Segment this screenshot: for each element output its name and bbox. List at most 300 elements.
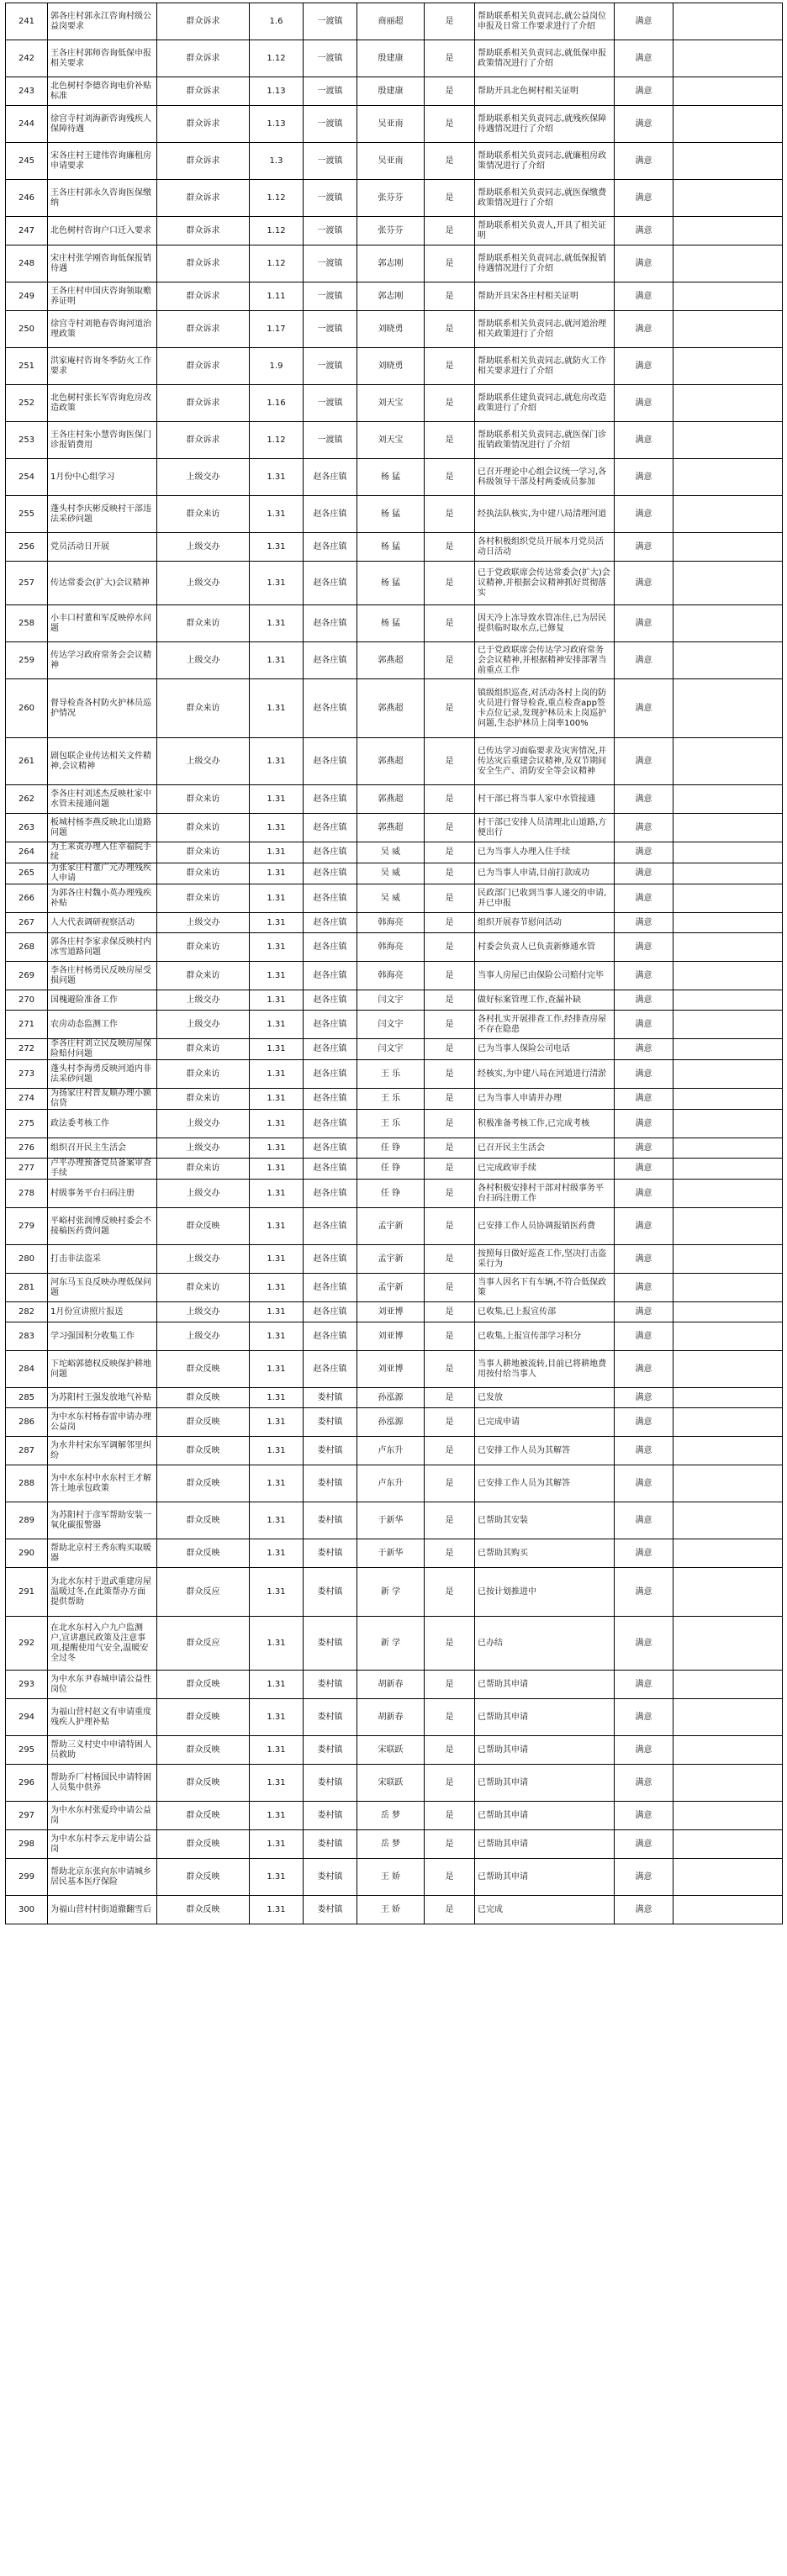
cell-unit: 赵各庄镇 bbox=[304, 1351, 357, 1388]
table-row bbox=[6, 642, 783, 679]
cell-date: 1.31 bbox=[250, 1437, 304, 1465]
cell-date: 1.31 bbox=[250, 1802, 304, 1830]
cell-date: 1.31 bbox=[250, 533, 304, 562]
cell-summary: 为王来责办理入住幸福院手续 bbox=[48, 842, 157, 863]
cell-unit: 赵各庄镇 bbox=[304, 605, 357, 642]
cell-number: 241 bbox=[6, 3, 48, 40]
cell-number: 287 bbox=[6, 1437, 48, 1465]
cell-date: 1.31 bbox=[250, 562, 304, 605]
cell-summary: 李各庄村刘立民反映房屋保险赔付问题 bbox=[48, 1039, 157, 1060]
cell-date: 1.31 bbox=[250, 814, 304, 842]
table-row bbox=[6, 842, 783, 863]
cell-completed: 是 bbox=[425, 1408, 475, 1437]
cell-evaluation: 满意 bbox=[615, 738, 673, 785]
cell-summary: 为中水东村张爱玲申请公益岗 bbox=[48, 1802, 157, 1830]
cell-completed: 是 bbox=[425, 106, 475, 143]
cell-evaluation: 满意 bbox=[615, 1208, 673, 1245]
cell-unit: 赵各庄镇 bbox=[304, 1180, 357, 1208]
cell-person: 闫文宇 bbox=[357, 1039, 425, 1060]
cell-completed: 是 bbox=[425, 1274, 475, 1302]
cell-date: 1.31 bbox=[250, 1859, 304, 1896]
cell-number: 285 bbox=[6, 1388, 48, 1408]
cell-source: 上级交办 bbox=[157, 459, 250, 496]
cell-unit: 一渡镇 bbox=[304, 3, 357, 40]
cell-date: 1.31 bbox=[250, 1736, 304, 1765]
cell-result: 帮助联系相关负责同志,就低保申报政策情况进行了介绍 bbox=[475, 40, 615, 77]
cell-person: 韩海亮 bbox=[357, 962, 425, 990]
cell-completed: 是 bbox=[425, 1138, 475, 1159]
table-row bbox=[6, 245, 783, 282]
cell-unit: 赵各庄镇 bbox=[304, 913, 357, 933]
cell-result: 帮助开具宋各庄村相关证明 bbox=[475, 282, 615, 311]
cell-result: 已完成 bbox=[475, 1896, 615, 1924]
table-row bbox=[6, 217, 783, 245]
cell-unit: 娄村镇 bbox=[304, 1617, 357, 1671]
cell-summary: 为张家庄村董广元办理残疾人申请 bbox=[48, 863, 157, 884]
cell-source: 群众来访 bbox=[157, 863, 250, 884]
cell-number: 261 bbox=[6, 738, 48, 785]
cell-summary: 打击非法盗采 bbox=[48, 1245, 157, 1274]
cell-remarks bbox=[673, 1089, 783, 1110]
cell-evaluation: 满意 bbox=[615, 1699, 673, 1736]
cell-number: 288 bbox=[6, 1465, 48, 1502]
cell-completed: 是 bbox=[425, 1802, 475, 1830]
cell-date: 1.17 bbox=[250, 311, 304, 348]
cell-source: 群众诉求 bbox=[157, 348, 250, 385]
cell-unit: 一渡镇 bbox=[304, 311, 357, 348]
cell-number: 289 bbox=[6, 1502, 48, 1539]
cell-unit: 赵各庄镇 bbox=[304, 842, 357, 863]
cell-result: 已于党政联席会传达常委会(扩大)会议精神,并根据会议精神抓好贯彻落实 bbox=[475, 562, 615, 605]
cell-unit: 娄村镇 bbox=[304, 1859, 357, 1896]
cell-unit: 娄村镇 bbox=[304, 1699, 357, 1736]
cell-unit: 娄村镇 bbox=[304, 1408, 357, 1437]
cell-person: 刘晓勇 bbox=[357, 348, 425, 385]
cell-summary: 王各庄村朱小慧咨询医保门诊报销费用 bbox=[48, 422, 157, 459]
cell-unit: 赵各庄镇 bbox=[304, 533, 357, 562]
cell-completed: 是 bbox=[425, 1568, 475, 1617]
cell-unit: 赵各庄镇 bbox=[304, 1039, 357, 1060]
cell-remarks bbox=[673, 990, 783, 1011]
cell-source: 群众来访 bbox=[157, 842, 250, 863]
cell-result: 已召开民主生活会 bbox=[475, 1138, 615, 1159]
cell-source: 群众反映 bbox=[157, 1437, 250, 1465]
cell-summary: 李各庄村杨勇民反映房屋受损问题 bbox=[48, 962, 157, 990]
cell-person: 刘亚博 bbox=[357, 1351, 425, 1388]
cell-result: 已发放 bbox=[475, 1388, 615, 1408]
cell-completed: 是 bbox=[425, 311, 475, 348]
cell-completed: 是 bbox=[425, 1859, 475, 1896]
cell-remarks bbox=[673, 533, 783, 562]
cell-person: 吴 威 bbox=[357, 884, 425, 913]
cell-completed: 是 bbox=[425, 282, 475, 311]
cell-person: 杨 猛 bbox=[357, 496, 425, 533]
cell-number: 265 bbox=[6, 863, 48, 884]
cell-completed: 是 bbox=[425, 1322, 475, 1351]
cell-source: 群众来访 bbox=[157, 884, 250, 913]
cell-date: 1.31 bbox=[250, 642, 304, 679]
cell-remarks bbox=[673, 1568, 783, 1617]
cell-evaluation: 满意 bbox=[615, 1089, 673, 1110]
cell-number: 249 bbox=[6, 282, 48, 311]
cell-result: 当事人因名下有车辆,不符合低保政策 bbox=[475, 1274, 615, 1302]
cell-result: 做好标案管理工作,查漏补缺 bbox=[475, 990, 615, 1011]
cell-date: 1.31 bbox=[250, 1302, 304, 1322]
cell-completed: 是 bbox=[425, 863, 475, 884]
cell-completed: 是 bbox=[425, 1089, 475, 1110]
cell-result: 村委会负责人已负责新修通水管 bbox=[475, 933, 615, 962]
cell-date: 1.13 bbox=[250, 77, 304, 106]
cell-date: 1.31 bbox=[250, 459, 304, 496]
cell-person: 吴亚南 bbox=[357, 143, 425, 180]
cell-summary: 村级事务平台扫码注册 bbox=[48, 1180, 157, 1208]
cell-person: 于新华 bbox=[357, 1502, 425, 1539]
cell-remarks bbox=[673, 422, 783, 459]
cell-person: 郭燕超 bbox=[357, 679, 425, 738]
cell-number: 262 bbox=[6, 785, 48, 814]
cell-unit: 娄村镇 bbox=[304, 1465, 357, 1502]
cell-remarks bbox=[673, 77, 783, 106]
cell-summary: 李各庄村刘述杰反映杜家中水管未接通问题 bbox=[48, 785, 157, 814]
cell-result: 积极准备考核工作,已完成考核 bbox=[475, 1110, 615, 1138]
cell-number: 266 bbox=[6, 884, 48, 913]
cell-source: 群众反映 bbox=[157, 1408, 250, 1437]
cell-summary: 督导检查各村防火护林员巡护情况 bbox=[48, 679, 157, 738]
cell-remarks bbox=[673, 842, 783, 863]
cell-number: 297 bbox=[6, 1802, 48, 1830]
cell-unit: 一渡镇 bbox=[304, 77, 357, 106]
cell-completed: 是 bbox=[425, 1011, 475, 1039]
cell-summary: 国槐避险准备工作 bbox=[48, 990, 157, 1011]
cell-number: 275 bbox=[6, 1110, 48, 1138]
cell-person: 孟宇新 bbox=[357, 1274, 425, 1302]
cell-remarks bbox=[673, 40, 783, 77]
cell-date: 1.9 bbox=[250, 348, 304, 385]
cell-remarks bbox=[673, 385, 783, 422]
cell-person: 郭燕超 bbox=[357, 642, 425, 679]
table-row bbox=[6, 1180, 783, 1208]
cell-unit: 一渡镇 bbox=[304, 180, 357, 217]
cell-unit: 赵各庄镇 bbox=[304, 642, 357, 679]
cell-result: 帮助联系相关负责同志,就残疾保障待遇情况进行了介绍 bbox=[475, 106, 615, 143]
cell-source: 群众反映 bbox=[157, 1830, 250, 1859]
cell-remarks bbox=[673, 3, 783, 40]
cell-person: 闫文宇 bbox=[357, 1011, 425, 1039]
cell-completed: 是 bbox=[425, 1159, 475, 1180]
cell-evaluation: 满意 bbox=[615, 1465, 673, 1502]
cell-summary: 郭各庄村郭永江咨询村级公益岗要求 bbox=[48, 3, 157, 40]
cell-evaluation: 满意 bbox=[615, 679, 673, 738]
cell-completed: 是 bbox=[425, 3, 475, 40]
cell-completed: 是 bbox=[425, 143, 475, 180]
cell-remarks bbox=[673, 1437, 783, 1465]
cell-source: 群众反映 bbox=[157, 1699, 250, 1736]
cell-remarks bbox=[673, 913, 783, 933]
cell-unit: 赵各庄镇 bbox=[304, 1011, 357, 1039]
cell-summary: 1月份中心组学习 bbox=[48, 459, 157, 496]
cell-source: 群众反映 bbox=[157, 1859, 250, 1896]
records-table-body bbox=[6, 3, 783, 1924]
cell-evaluation: 满意 bbox=[615, 1408, 673, 1437]
cell-completed: 是 bbox=[425, 913, 475, 933]
cell-completed: 是 bbox=[425, 1351, 475, 1388]
cell-number: 273 bbox=[6, 1060, 48, 1089]
cell-completed: 是 bbox=[425, 348, 475, 385]
table-row bbox=[6, 1011, 783, 1039]
cell-result: 各村积极组织党员开展本月党员活动日活动 bbox=[475, 533, 615, 562]
cell-unit: 一渡镇 bbox=[304, 245, 357, 282]
records-table bbox=[5, 3, 783, 1924]
cell-remarks bbox=[673, 143, 783, 180]
cell-source: 群众来访 bbox=[157, 785, 250, 814]
cell-completed: 是 bbox=[425, 933, 475, 962]
cell-person: 于新华 bbox=[357, 1539, 425, 1568]
cell-person: 郭燕超 bbox=[357, 814, 425, 842]
cell-result: 已为当事人保险公司电话 bbox=[475, 1039, 615, 1060]
cell-result: 帮助联系相关负责同志,就河道治理相关政策进行了介绍 bbox=[475, 311, 615, 348]
cell-remarks bbox=[673, 1408, 783, 1437]
cell-completed: 是 bbox=[425, 1208, 475, 1245]
cell-person: 郭志刚 bbox=[357, 245, 425, 282]
cell-source: 群众诉求 bbox=[157, 40, 250, 77]
cell-result: 已完成政审手续 bbox=[475, 1159, 615, 1180]
cell-source: 上级交办 bbox=[157, 1180, 250, 1208]
cell-source: 群众来访 bbox=[157, 1274, 250, 1302]
cell-evaluation: 满意 bbox=[615, 1110, 673, 1138]
cell-summary: 党员活动日开展 bbox=[48, 533, 157, 562]
cell-date: 1.31 bbox=[250, 1274, 304, 1302]
cell-summary: 郭各庄村李家求保反映村内冰雪道路问题 bbox=[48, 933, 157, 962]
cell-completed: 是 bbox=[425, 642, 475, 679]
table-row bbox=[6, 1274, 783, 1302]
cell-evaluation: 满意 bbox=[615, 1671, 673, 1699]
cell-remarks bbox=[673, 1302, 783, 1322]
cell-remarks bbox=[673, 679, 783, 738]
table-row bbox=[6, 533, 783, 562]
cell-number: 284 bbox=[6, 1351, 48, 1388]
cell-summary: 帮助北京东张向东申请城乡居民基本医疗保险 bbox=[48, 1859, 157, 1896]
cell-evaluation: 满意 bbox=[615, 311, 673, 348]
cell-completed: 是 bbox=[425, 785, 475, 814]
cell-date: 1.31 bbox=[250, 1617, 304, 1671]
cell-completed: 是 bbox=[425, 533, 475, 562]
cell-number: 271 bbox=[6, 1011, 48, 1039]
cell-evaluation: 满意 bbox=[615, 422, 673, 459]
cell-result: 帮助联系相关负责同志,就低保报销待遇情况进行了介绍 bbox=[475, 245, 615, 282]
cell-date: 1.31 bbox=[250, 1089, 304, 1110]
cell-unit: 赵各庄镇 bbox=[304, 990, 357, 1011]
table-row bbox=[6, 1502, 783, 1539]
cell-unit: 娄村镇 bbox=[304, 1502, 357, 1539]
cell-remarks bbox=[673, 1896, 783, 1924]
cell-completed: 是 bbox=[425, 245, 475, 282]
cell-person: 刘亚博 bbox=[357, 1322, 425, 1351]
cell-remarks bbox=[673, 933, 783, 962]
cell-remarks bbox=[673, 605, 783, 642]
cell-summary: 学习强国积分收集工作 bbox=[48, 1322, 157, 1351]
cell-number: 295 bbox=[6, 1736, 48, 1765]
cell-person: 吴 威 bbox=[357, 842, 425, 863]
cell-source: 群众反映 bbox=[157, 1502, 250, 1539]
cell-evaluation: 满意 bbox=[615, 348, 673, 385]
cell-date: 1.31 bbox=[250, 1322, 304, 1351]
cell-evaluation: 满意 bbox=[615, 814, 673, 842]
cell-evaluation: 满意 bbox=[615, 1274, 673, 1302]
cell-number: 250 bbox=[6, 311, 48, 348]
cell-summary: 蓬头村李海勇反映河道内非法采砂问题 bbox=[48, 1060, 157, 1089]
cell-result: 民政部门已收到当事人递交的申请,并已申报 bbox=[475, 884, 615, 913]
table-row bbox=[6, 1568, 783, 1617]
cell-summary: 为中水东村中水东村王才解答土地承包政策 bbox=[48, 1465, 157, 1502]
cell-remarks bbox=[673, 785, 783, 814]
cell-completed: 是 bbox=[425, 1437, 475, 1465]
cell-source: 群众反映 bbox=[157, 1539, 250, 1568]
cell-remarks bbox=[673, 1351, 783, 1388]
table-row bbox=[6, 1802, 783, 1830]
cell-unit: 赵各庄镇 bbox=[304, 785, 357, 814]
cell-remarks bbox=[673, 245, 783, 282]
cell-number: 291 bbox=[6, 1568, 48, 1617]
cell-date: 1.31 bbox=[250, 1830, 304, 1859]
cell-unit: 一渡镇 bbox=[304, 385, 357, 422]
cell-unit: 一渡镇 bbox=[304, 422, 357, 459]
cell-evaluation: 满意 bbox=[615, 3, 673, 40]
cell-evaluation: 满意 bbox=[615, 40, 673, 77]
table-row bbox=[6, 962, 783, 990]
cell-completed: 是 bbox=[425, 814, 475, 842]
cell-number: 268 bbox=[6, 933, 48, 962]
cell-person: 任 铮 bbox=[357, 1159, 425, 1180]
cell-date: 1.12 bbox=[250, 422, 304, 459]
cell-source: 上级交办 bbox=[157, 642, 250, 679]
cell-result: 已安排工作人员为其解答 bbox=[475, 1437, 615, 1465]
cell-completed: 是 bbox=[425, 459, 475, 496]
table-row bbox=[6, 1159, 783, 1180]
cell-completed: 是 bbox=[425, 884, 475, 913]
cell-completed: 是 bbox=[425, 40, 475, 77]
table-row bbox=[6, 605, 783, 642]
cell-date: 1.31 bbox=[250, 1159, 304, 1180]
cell-evaluation: 满意 bbox=[615, 1322, 673, 1351]
cell-unit: 娄村镇 bbox=[304, 1765, 357, 1802]
cell-summary: 王各庄村申国庆咨询领取赡养证明 bbox=[48, 282, 157, 311]
cell-date: 1.31 bbox=[250, 1245, 304, 1274]
cell-source: 群众诉求 bbox=[157, 106, 250, 143]
cell-source: 群众反应 bbox=[157, 1617, 250, 1671]
table-row bbox=[6, 1896, 783, 1924]
cell-summary: 为苏阳村王强发放地气补贴 bbox=[48, 1388, 157, 1408]
cell-source: 上级交办 bbox=[157, 1138, 250, 1159]
cell-completed: 是 bbox=[425, 1302, 475, 1322]
cell-date: 1.31 bbox=[250, 1138, 304, 1159]
cell-result: 已帮助其申请 bbox=[475, 1802, 615, 1830]
cell-source: 群众反映 bbox=[157, 1388, 250, 1408]
cell-source: 群众诉求 bbox=[157, 3, 250, 40]
cell-remarks bbox=[673, 1671, 783, 1699]
cell-evaluation: 满意 bbox=[615, 1245, 673, 1274]
cell-date: 1.31 bbox=[250, 738, 304, 785]
cell-unit: 娄村镇 bbox=[304, 1539, 357, 1568]
cell-evaluation: 满意 bbox=[615, 217, 673, 245]
cell-source: 上级交办 bbox=[157, 1245, 250, 1274]
cell-evaluation: 满意 bbox=[615, 1539, 673, 1568]
cell-person: 新 学 bbox=[357, 1617, 425, 1671]
cell-result: 各村积极安排村干部对村级事务平台扫码注册工作 bbox=[475, 1180, 615, 1208]
cell-number: 286 bbox=[6, 1408, 48, 1437]
cell-result: 已帮助其申请 bbox=[475, 1671, 615, 1699]
cell-result: 已为当事人申请并办理 bbox=[475, 1089, 615, 1110]
cell-summary: 帮助北京村王秀东购买取暖器 bbox=[48, 1539, 157, 1568]
cell-remarks bbox=[673, 863, 783, 884]
cell-person: 张芬芬 bbox=[357, 180, 425, 217]
cell-date: 1.31 bbox=[250, 1180, 304, 1208]
cell-evaluation: 满意 bbox=[615, 459, 673, 496]
cell-date: 1.31 bbox=[250, 1896, 304, 1924]
cell-remarks bbox=[673, 1159, 783, 1180]
cell-remarks bbox=[673, 282, 783, 311]
cell-result: 已收集,上报宣传部学习积分 bbox=[475, 1322, 615, 1351]
cell-summary: 下坨峪郭德权反映保护耕地问题 bbox=[48, 1351, 157, 1388]
cell-person: 闫文宇 bbox=[357, 990, 425, 1011]
cell-number: 257 bbox=[6, 562, 48, 605]
cell-source: 群众来访 bbox=[157, 1060, 250, 1089]
cell-unit: 赵各庄镇 bbox=[304, 1302, 357, 1322]
cell-result: 已于党政联席会传达学习政府常务会会议精神,并根据精神安排部署当前重点工作 bbox=[475, 642, 615, 679]
cell-person: 殷建康 bbox=[357, 77, 425, 106]
cell-date: 1.31 bbox=[250, 1671, 304, 1699]
cell-date: 1.31 bbox=[250, 605, 304, 642]
cell-number: 258 bbox=[6, 605, 48, 642]
cell-result: 已帮助其购买 bbox=[475, 1539, 615, 1568]
cell-unit: 赵各庄镇 bbox=[304, 459, 357, 496]
cell-number: 252 bbox=[6, 385, 48, 422]
cell-person: 商丽超 bbox=[357, 3, 425, 40]
table-row bbox=[6, 1465, 783, 1502]
cell-result: 组织开展春节慰问活动 bbox=[475, 913, 615, 933]
cell-completed: 是 bbox=[425, 1502, 475, 1539]
table-row bbox=[6, 106, 783, 143]
cell-date: 1.31 bbox=[250, 1011, 304, 1039]
cell-person: 吴亚南 bbox=[357, 106, 425, 143]
cell-person: 王 乐 bbox=[357, 1060, 425, 1089]
table-row bbox=[6, 1539, 783, 1568]
cell-source: 上级交办 bbox=[157, 990, 250, 1011]
cell-date: 1.31 bbox=[250, 496, 304, 533]
cell-person: 王 乐 bbox=[357, 1089, 425, 1110]
cell-number: 274 bbox=[6, 1089, 48, 1110]
cell-date: 1.31 bbox=[250, 933, 304, 962]
cell-summary: 徐宫寺村刘海新咨询残疾人保障待遇 bbox=[48, 106, 157, 143]
cell-number: 299 bbox=[6, 1859, 48, 1896]
cell-summary: 农房动态监测工作 bbox=[48, 1011, 157, 1039]
cell-person: 郭志刚 bbox=[357, 282, 425, 311]
cell-person: 新 学 bbox=[357, 1568, 425, 1617]
cell-summary: 为中水东村杨春雷申请办理公益岗 bbox=[48, 1408, 157, 1437]
cell-unit: 赵各庄镇 bbox=[304, 933, 357, 962]
cell-evaluation: 满意 bbox=[615, 913, 673, 933]
cell-person: 韩海亮 bbox=[357, 933, 425, 962]
cell-date: 1.12 bbox=[250, 180, 304, 217]
cell-number: 255 bbox=[6, 496, 48, 533]
cell-person: 韩海亮 bbox=[357, 913, 425, 933]
cell-number: 248 bbox=[6, 245, 48, 282]
table-row bbox=[6, 1437, 783, 1465]
cell-summary: 河东马玉良反映办理低保问题 bbox=[48, 1274, 157, 1302]
cell-remarks bbox=[673, 1388, 783, 1408]
cell-date: 1.31 bbox=[250, 1351, 304, 1388]
cell-summary: 北色树村李德咨询电价补贴标准 bbox=[48, 77, 157, 106]
cell-remarks bbox=[673, 1180, 783, 1208]
